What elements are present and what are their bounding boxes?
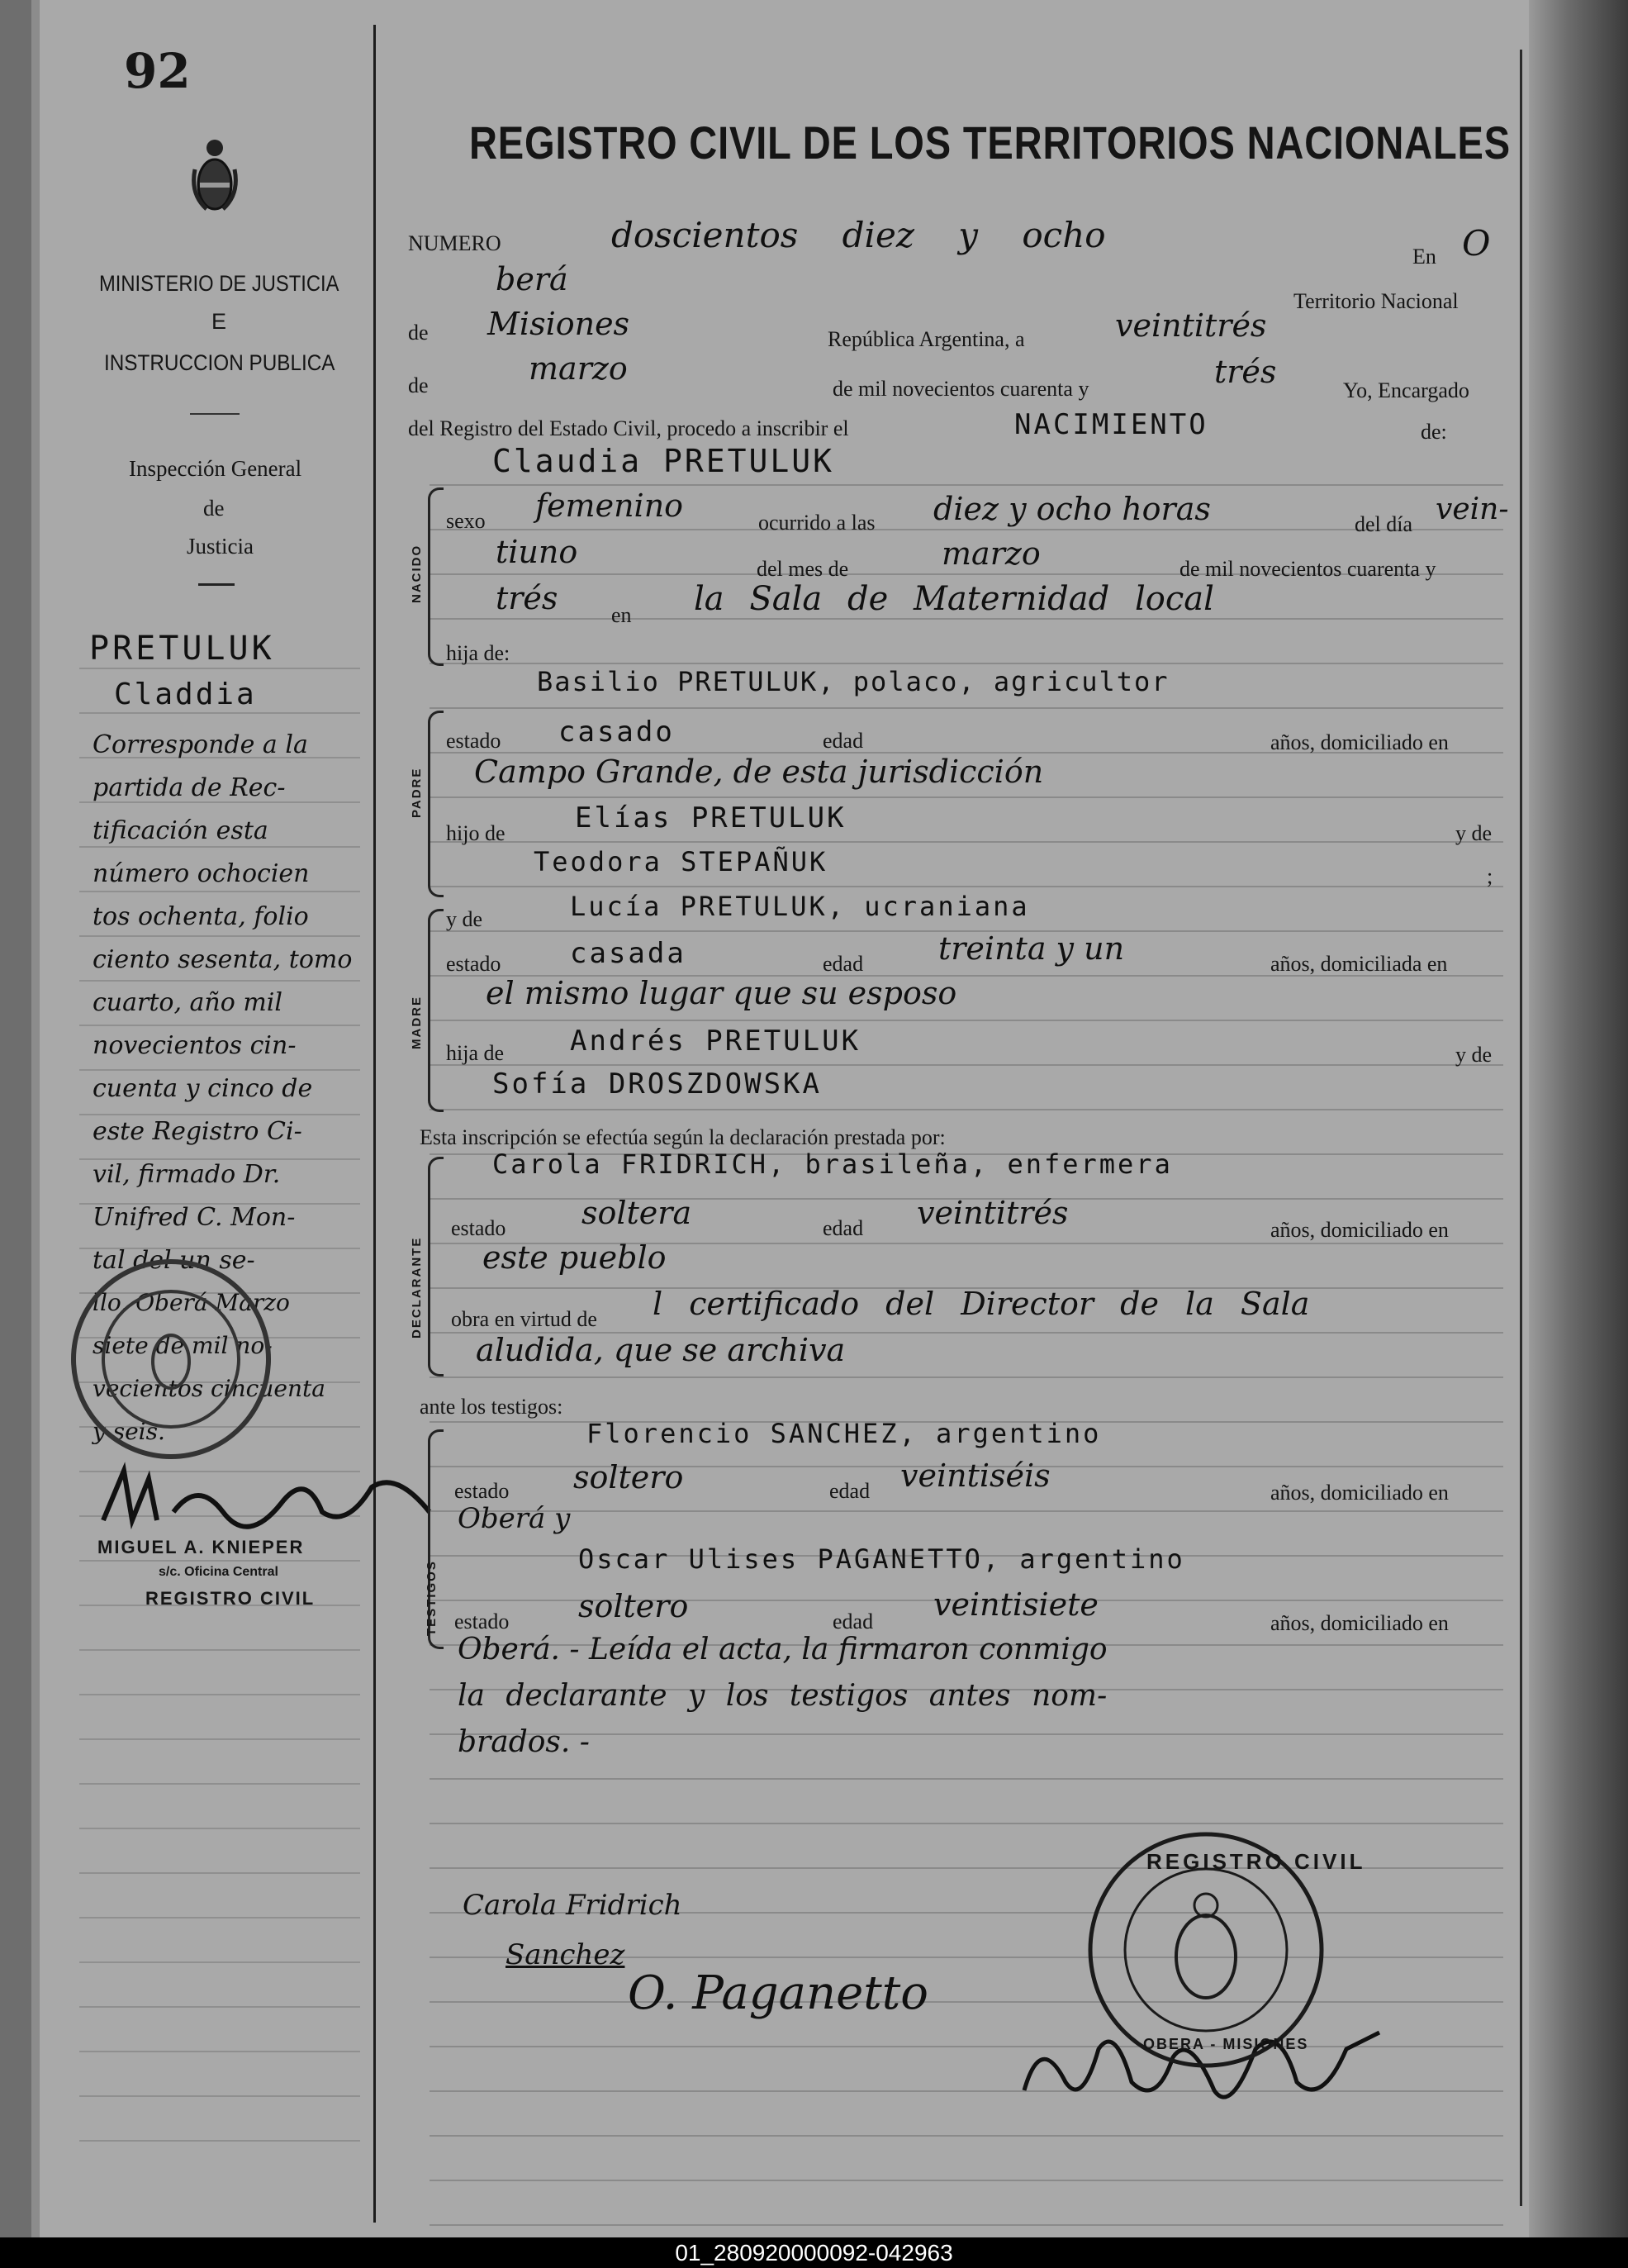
- margin-note-line: ciento sesenta, tomo: [93, 945, 353, 974]
- acto-value: NACIMIENTO: [1014, 408, 1208, 441]
- madre-edad-value: treinta y un: [938, 930, 1125, 967]
- right-border: [1520, 50, 1522, 2206]
- padre-anos-label: años, domiciliado en: [1270, 730, 1449, 754]
- mes-value: marzo: [529, 350, 628, 387]
- hijo-de-label: hijo de: [446, 821, 505, 845]
- ruled-line: [430, 529, 1503, 530]
- nacido-label: NACIDO: [410, 544, 424, 603]
- margin-note-line: tificación esta: [93, 816, 268, 845]
- binding-gutter: [0, 0, 31, 2237]
- inspection-line2: de: [203, 496, 225, 521]
- testigo2-domicilio-value: Oberá. - Leída el acta, la firmaron conmigo: [458, 1633, 1108, 1667]
- margin-rule: [79, 2006, 360, 2008]
- hija-de-label: hija de:: [446, 641, 510, 665]
- margin-given-name: Claddia: [114, 678, 257, 711]
- book-edge: [1529, 0, 1628, 2237]
- margin-rule: [79, 1872, 360, 1874]
- dia-value: veintitrés: [1115, 307, 1267, 344]
- page-number: 92: [124, 43, 191, 99]
- margin-note-line: vil, firmado Dr.: [93, 1160, 281, 1189]
- testigo1-edad-label: edad: [829, 1479, 871, 1503]
- margin-rule: [79, 2095, 360, 2097]
- margin-rule: [79, 1961, 360, 1963]
- inscripcion-label: Esta inscripción se efectúa según la declaración prestada por:: [420, 1125, 946, 1149]
- madre-brace: [428, 909, 444, 1112]
- en-label: En: [1412, 245, 1436, 269]
- signature-testigo1: Sanchez: [505, 1938, 625, 1971]
- numero-label: NUMERO: [408, 231, 501, 255]
- declarante-label: DECLARANTE: [410, 1236, 424, 1338]
- padre-domicilio-value: Campo Grande, de esta jurisdicción: [474, 754, 1044, 790]
- declarante-edad-label: edad: [823, 1216, 864, 1240]
- testigo2-estado-value: soltero: [578, 1588, 689, 1624]
- de-mil-label: de mil novecientos cuarenta y: [833, 377, 1089, 401]
- en-value: O: [1462, 223, 1491, 264]
- sexo-label: sexo: [446, 509, 486, 533]
- ruled-line: [430, 1109, 1503, 1110]
- page-edge: [31, 0, 40, 2237]
- testigo2-edad-value: veintisiete: [933, 1586, 1099, 1623]
- ruled-line: [430, 618, 1503, 620]
- cierre-line-1: la declarante y los testigos antes nom-: [458, 1679, 1108, 1713]
- ruled-line: [430, 2180, 1503, 2181]
- abuelo-materno-value: Andrés PRETULUK: [570, 1025, 861, 1058]
- de-colon-label: de:: [1421, 420, 1447, 444]
- ante-label: ante los testigos:: [420, 1395, 563, 1419]
- nacido-brace: [428, 487, 444, 666]
- ruled-line: [430, 1376, 1503, 1378]
- margin-note-line: novecientos cin-: [93, 1031, 297, 1060]
- madre-edad-label: edad: [823, 952, 864, 976]
- signature-declarante: Carola Fridrich: [463, 1889, 682, 1922]
- testigo2-estado-label: estado: [454, 1609, 510, 1633]
- testigo2-edad-label: edad: [833, 1609, 874, 1633]
- image-id-footer: 01_280920000092-042963: [0, 2237, 1628, 2268]
- margin-rule: [79, 712, 360, 714]
- padre-value: Basilio PRETULUK, polaco, agricultor: [537, 666, 1170, 697]
- lugar-value: berá: [496, 261, 568, 297]
- declarante-estado-value: soltera: [581, 1195, 692, 1231]
- obra-value-2: aludida, que se archiva: [476, 1332, 846, 1368]
- padre-estado-value: casado: [558, 716, 675, 749]
- madre-value: Lucía PRETULUK, ucraniana: [570, 891, 1030, 922]
- margin-note-line: tos ochenta, folio: [93, 902, 309, 931]
- cierre-line-2: brados. -: [458, 1725, 590, 1759]
- en-lower-label: en: [611, 603, 632, 627]
- testigo1-domicilio-value: Oberá y: [458, 1502, 571, 1535]
- stamp-office: s/c. Oficina Central: [159, 1565, 278, 1579]
- padre-edad-label: edad: [823, 729, 864, 753]
- margin-note-line: cuarto, año mil: [93, 988, 282, 1017]
- padre-label: PADRE: [410, 767, 424, 818]
- lugar-nac-value: la Sala de Maternidad local: [694, 580, 1214, 618]
- ruled-line: [430, 796, 1503, 798]
- hija-de-label-2: hija de: [446, 1041, 505, 1065]
- testigos-label: TESTIGOS: [425, 1560, 439, 1636]
- margin-note-line: partida de Rec-: [93, 773, 286, 802]
- testigo1-edad-value: veintiséis: [900, 1457, 1051, 1494]
- ministry-line3: INSTRUCCION PUBLICA: [104, 350, 335, 375]
- y-de-label-2: y de: [446, 907, 483, 931]
- margin-rule: [79, 1828, 360, 1829]
- margin-rule: [79, 1738, 360, 1740]
- republica-label: República Argentina, a: [828, 327, 1025, 351]
- inspection-line3: Justicia: [187, 534, 254, 559]
- margin-rule: [79, 1114, 360, 1115]
- testigo2-value: Oscar Ulises PAGANETTO, argentino: [578, 1543, 1185, 1575]
- ministry-divider: [190, 413, 240, 415]
- margin-divider: [373, 25, 376, 2223]
- ruled-line: [430, 2135, 1503, 2137]
- madre-estado-label: estado: [446, 952, 501, 976]
- signature-testigo2: O. Paganetto: [628, 1966, 928, 2020]
- declarante-domicilio-value: este pueblo: [482, 1239, 667, 1276]
- margin-note-line: este Registro Ci-: [93, 1117, 302, 1146]
- margin-surname: PRETULUK: [89, 630, 275, 668]
- sexo-value: femenino: [535, 487, 684, 524]
- ruled-line: [430, 1778, 1503, 1780]
- de-mil-label-2: de mil novecientos cuarenta y: [1179, 557, 1436, 581]
- margin-rule: [79, 1025, 360, 1026]
- registrar-signature-icon: [99, 1462, 446, 1537]
- margin-note-line: siete de mil no-: [93, 1332, 273, 1359]
- ruled-line: [430, 707, 1503, 709]
- testigo1-estado-label: estado: [454, 1479, 510, 1503]
- margin-note-line: tal del un se-: [93, 1246, 255, 1275]
- margin-note-line: llo. Oberá Marzo: [93, 1289, 290, 1316]
- obra-label: obra en virtud de: [451, 1307, 597, 1331]
- padre-estado-label: estado: [446, 729, 501, 753]
- margin-rule: [79, 2051, 360, 2052]
- margin-note-line: y seis.: [93, 1418, 165, 1445]
- margin-rule: [79, 1694, 360, 1695]
- numero-value: doscientos diez y ocho: [611, 215, 1106, 255]
- inspection-divider: [198, 583, 235, 586]
- ruled-line: [430, 1020, 1503, 1021]
- margin-note-line: Unifred C. Mon-: [93, 1203, 296, 1232]
- testigo1-estado-value: soltero: [573, 1459, 684, 1495]
- abuela-materna-value: Sofía DROSZDOWSKA: [492, 1067, 822, 1101]
- margin-note-line: número ochocien: [93, 859, 310, 888]
- margin-rule: [79, 1069, 360, 1071]
- y-de-label-3: y de: [1455, 1043, 1493, 1067]
- seal-text-top: REGISTRO CIVIL: [1146, 1849, 1366, 1874]
- testigo1-value: Florencio SANCHEZ, argentino: [586, 1418, 1102, 1449]
- margin-rule: [79, 846, 360, 848]
- ministry-line1: MINISTERIO DE JUSTICIA: [99, 271, 339, 296]
- abuelo-paterno-value: Elías PRETULUK: [575, 801, 847, 834]
- de-label-2: de: [408, 373, 429, 397]
- madre-label: MADRE: [410, 996, 424, 1049]
- padre-brace: [428, 711, 444, 897]
- margin-note-line: cuenta y cinco de: [93, 1074, 313, 1103]
- inspection-line1: Inspección General: [129, 456, 302, 481]
- stamp-registry: REGISTRO CIVIL: [145, 1588, 316, 1609]
- ocurrido-label: ocurrido a las: [758, 511, 876, 535]
- madre-anos-label: años, domiciliada en: [1270, 952, 1448, 976]
- y-de-label-1: y de: [1455, 821, 1493, 845]
- mes-nac-value: marzo: [942, 535, 1041, 572]
- seal-text-bottom: OBERA - MISIONES: [1143, 2036, 1309, 2052]
- testigo2-anos-label: años, domiciliado en: [1270, 1611, 1449, 1635]
- ruled-line: [430, 841, 1503, 843]
- stamp-name: MIGUEL A. KNIEPER: [97, 1537, 305, 1557]
- abuela-paterna-value: Teodora STEPAÑUK: [534, 846, 828, 877]
- ruled-line: [430, 484, 1503, 486]
- margin-rule: [79, 668, 360, 669]
- anio-value: trés: [1214, 354, 1277, 390]
- ruled-line: [430, 1064, 1503, 1066]
- declarante-anos-label: años, domiciliado en: [1270, 1218, 1449, 1242]
- margin-rule: [79, 2140, 360, 2142]
- ruled-line: [430, 1510, 1503, 1512]
- anio-nac-value: trés: [496, 580, 558, 616]
- yo-label: Yo, Encargado: [1343, 378, 1469, 402]
- de-label-1: de: [408, 321, 429, 345]
- inscripto-value: Claudia PRETULUK: [492, 443, 835, 479]
- margin-rule: [79, 935, 360, 937]
- ruled-line: [430, 2001, 1503, 2003]
- territorio-value: Misiones: [487, 306, 630, 342]
- ruled-line: [430, 1733, 1503, 1735]
- madre-estado-value: casada: [570, 937, 686, 970]
- declarante-value: Carola FRIDRICH, brasileña, enfermera: [492, 1148, 1173, 1180]
- margin-rule: [79, 1783, 360, 1785]
- margin-rule: [79, 1649, 360, 1651]
- territorio-label: Territorio Nacional: [1293, 289, 1459, 313]
- page-title: REGISTRO CIVIL DE LOS TERRITORIOS NACIONALES: [469, 116, 1511, 169]
- coat-of-arms-icon: [190, 136, 240, 216]
- del-mes-label: del mes de: [757, 557, 849, 581]
- madre-domicilio-value: el mismo lugar que su esposo: [486, 975, 957, 1011]
- ruled-line: [430, 2224, 1503, 2226]
- testigo1-anos-label: años, domiciliado en: [1270, 1481, 1449, 1505]
- ruled-line: [430, 663, 1503, 664]
- declarante-edad-value: veintitrés: [917, 1195, 1069, 1231]
- dia-nac-value-2: tiuno: [496, 534, 578, 570]
- ruled-line: [430, 1823, 1503, 1824]
- margin-rule: [79, 891, 360, 892]
- margin-note-line: vecientos cincuenta: [93, 1375, 325, 1402]
- del-dia-label: del día: [1355, 512, 1413, 536]
- ministry-seal-icon: [68, 1256, 274, 1462]
- obra-value: l certificado del Director de la Sala: [653, 1286, 1310, 1322]
- declarante-brace: [428, 1157, 444, 1376]
- dia-nac-value: vein-: [1436, 492, 1509, 526]
- semicolon-label: ;: [1487, 864, 1493, 888]
- del-registro-label: del Registro del Estado Civil, procedo a inscribir el: [408, 416, 849, 440]
- declarante-estado-label: estado: [451, 1216, 506, 1240]
- hora-value: diez y ocho horas: [933, 491, 1211, 527]
- margin-note-line: Corresponde a la: [93, 730, 308, 759]
- margin-rule: [79, 1560, 360, 1562]
- ministry-line2: E: [211, 309, 227, 334]
- margin-rule: [79, 1917, 360, 1919]
- margin-rule: [79, 980, 360, 982]
- ruled-line: [430, 886, 1503, 887]
